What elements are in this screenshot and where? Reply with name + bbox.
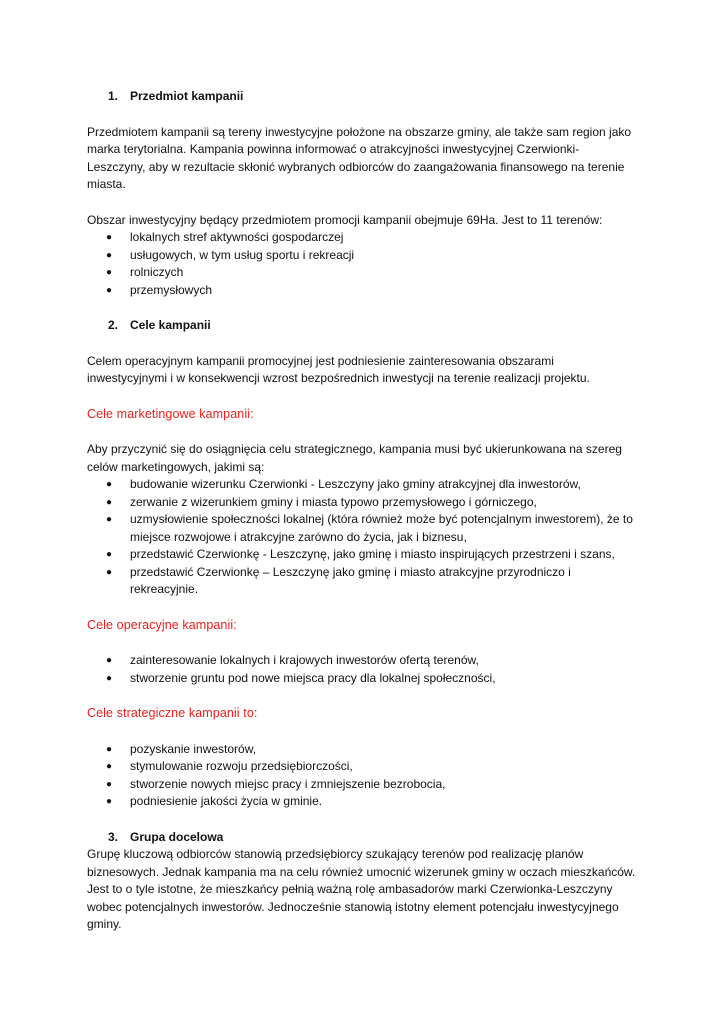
operational-goals-heading: Cele operacyjne kampanii: (87, 617, 237, 632)
bullet-icon: ● (106, 549, 113, 560)
bullet-icon: ● (106, 761, 113, 772)
terrain-types-list (87, 229, 637, 299)
bullet-icon: ● (106, 232, 113, 243)
section-3-title: Grupa docelowa (130, 829, 224, 844)
list-item: ● przedstawić Czerwionkę - Leszczynę, jako gminę i miasto inspirujących przestrzeni i szans, (87, 546, 637, 564)
bullet-icon: ● (106, 778, 113, 790)
section-2-number: 2. (108, 318, 119, 332)
list-item: ● stymulowanie rozwoju przedsiębiorczości, (87, 758, 637, 776)
bullet-icon: ● (106, 743, 113, 755)
document-content (87, 88, 637, 934)
bullet-icon: ● (106, 672, 113, 684)
section-3-heading (108, 829, 637, 847)
section-1-title: Przedmiot kampanii (130, 89, 244, 103)
list-item: ● stworzenie gruntu pod nowe miejsca pracy dla lokalnej społeczności, (87, 670, 637, 688)
bullet-icon: ● (106, 479, 113, 490)
bullet-icon: ● (106, 796, 113, 807)
section-2-title: Cele kampanii (130, 318, 211, 332)
bullet-icon: ● (106, 655, 113, 666)
marketing-goals-list (87, 476, 637, 599)
list-item: ● zerwanie z wizerunkiem gminy i miasta typowo przemysłowego i górniczego, (87, 494, 637, 512)
bullet-icon: ● (106, 284, 113, 296)
section-2-heading (108, 317, 637, 335)
list-item: ● przedstawić Czerwionkę – Leszczynę jako gminę i miasto atrakcyjne przyrodniczo i rekreacyjnie. (87, 564, 637, 599)
section-1-paragraph-2: Obszar inwestycyjny będący przedmiotem promocji kampanii obejmuje 69Ha. Jest to 11 terenów: (87, 212, 603, 227)
strategic-goals-heading: Cele strategiczne kampanii to: (87, 706, 258, 720)
bullet-icon: ● (106, 249, 113, 261)
bullet-icon: ● (106, 267, 113, 278)
list-item: ● zainteresowanie lokalnych i krajowych inwestorów ofertą terenów, (87, 652, 637, 670)
strategic-goals-list (87, 741, 637, 811)
operational-goals-list (87, 652, 637, 687)
section-2-paragraph-1: Celem operacyjnym kampanii promocyjnej jest podniesienie zainteresowania obszarami inwestycyjnymi i w konsekwencji wzrost bezpośrednich inwestycji na terenie realizacji projektu. (87, 353, 590, 385)
marketing-goals-intro: Aby przyczynić się do osiągnięcia celu strategicznego, kampania musi być ukierunkowana na szereg celów marketingowych, jakimi są: (87, 442, 622, 474)
list-item: ● podniesienie jakości życia w gminie. (87, 793, 637, 811)
list-item: ● budowanie wizerunku Czerwionki - Leszczyny jako gminy atrakcyjnej dla inwestorów, (87, 476, 637, 494)
section-1-number: 1. (108, 89, 119, 103)
list-item: ● przemysłowych (87, 282, 637, 300)
list-item: ● usługowych, w tym usług sportu i rekreacji (87, 247, 637, 265)
bullet-icon: ● (106, 514, 113, 525)
bullet-icon: ● (106, 566, 113, 578)
list-item: ● pozyskanie inwestorów, (87, 741, 637, 759)
list-item: ● rolniczych (87, 264, 637, 282)
section-3-number: 3. (108, 829, 119, 844)
list-item: ● stworzenie nowych miejsc pracy i zmniejszenie bezrobocia, (87, 776, 637, 794)
section-3-paragraph-1: Grupę kluczową odbiorców stanowią przedsiębiorcy szukający terenów pod realizację planów biznesowych. Jednak kampania ma na celu również umocnić wizerunek gminy w oczach mieszkańców. Jest to o tyle istotne, że mieszkańcy pełnią ważną rolę ambasadorów marki Czerwionka-Leszczyny wobec potencjalnych inwestorów. Jednocześnie stanowią istotny element potencjału inwestycyjnego gminy. (87, 847, 636, 931)
marketing-goals-heading: Cele marketingowe kampanii: (87, 406, 254, 421)
list-item: ● uzmysłowienie społeczności lokalnej (która również może być potencjalnym inwestorem), że to miejsce rozwojowe i atrakcyjne zarówno do życia, jak i biznesu, (87, 511, 637, 546)
list-item: ● lokalnych stref aktywności gospodarczej (87, 229, 637, 247)
section-1-heading (108, 88, 637, 106)
bullet-icon: ● (106, 496, 113, 508)
section-1-paragraph-1: Przedmiotem kampanii są tereny inwestycyjne położone na obszarze gminy, ale także sam region jako marka terytorialna. Kampania powinna informować o atrakcyjności inwestycyjnej Czerwionki-Leszczyny, aby w rezultacie skłonić wybranych odbiorców do zaangażowania finansowego na terenie miasta. (87, 124, 632, 191)
